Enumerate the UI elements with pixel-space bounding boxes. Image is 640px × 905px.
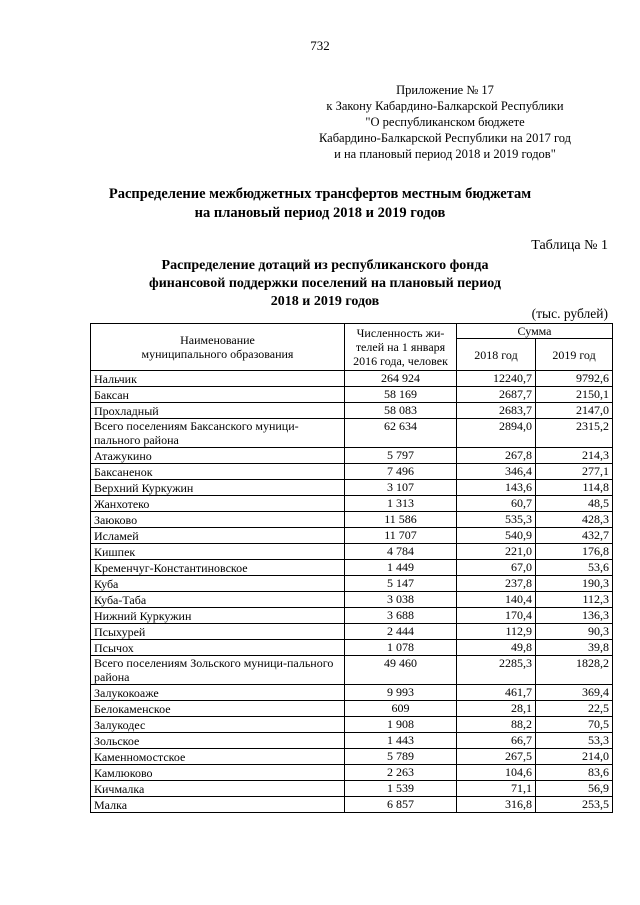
cell-population: 2 263 xyxy=(345,765,457,781)
cell-name: Залукодес xyxy=(91,717,345,733)
units-note: (тыс. рублей) xyxy=(531,306,608,321)
cell-name: Баксаненок xyxy=(91,464,345,480)
cell-name: Камлюково xyxy=(91,765,345,781)
cell-population: 5 797 xyxy=(345,448,457,464)
cell-population: 1 539 xyxy=(345,781,457,797)
cell-name: Зольское xyxy=(91,733,345,749)
appendix-line: Приложение № 17 xyxy=(396,83,494,97)
cell-2018: 104,6 xyxy=(457,765,536,781)
header-population: Численность жи-телей на 1 января 2016 года, человек xyxy=(345,324,457,371)
cell-2019: 39,8 xyxy=(536,640,613,656)
cell-2019: 432,7 xyxy=(536,528,613,544)
cell-population: 62 634 xyxy=(345,419,457,448)
header-2019: 2019 год xyxy=(536,339,613,371)
cell-2019: 277,1 xyxy=(536,464,613,480)
cell-population: 264 924 xyxy=(345,371,457,387)
cell-2018: 221,0 xyxy=(457,544,536,560)
cell-2019: 2315,2 xyxy=(536,419,613,448)
cell-population: 3 688 xyxy=(345,608,457,624)
cell-2018: 140,4 xyxy=(457,592,536,608)
cell-population: 6 857 xyxy=(345,797,457,813)
document-title xyxy=(60,185,580,223)
cell-2018: 2894,0 xyxy=(457,419,536,448)
cell-population: 11 707 xyxy=(345,528,457,544)
table-row xyxy=(91,371,613,387)
cell-2018: 143,6 xyxy=(457,480,536,496)
cell-population: 1 443 xyxy=(345,733,457,749)
appendix-line: и на плановый период 2018 и 2019 годов" xyxy=(334,147,556,161)
cell-2018: 28,1 xyxy=(457,701,536,717)
page-number: 732 xyxy=(310,38,330,53)
table-row xyxy=(91,496,613,512)
cell-2018: 2687,7 xyxy=(457,387,536,403)
cell-population: 58 169 xyxy=(345,387,457,403)
header-sum: Сумма xyxy=(457,324,613,339)
header-name-line: муниципального образования xyxy=(141,347,294,361)
appendix-line: к Закону Кабардино-Балкарской Республики xyxy=(326,99,564,113)
cell-2019: 90,3 xyxy=(536,624,613,640)
table-row xyxy=(91,765,613,781)
cell-2018: 67,0 xyxy=(457,560,536,576)
cell-2019: 112,3 xyxy=(536,592,613,608)
cell-name: Всего поселениям Зольского муници-пального района xyxy=(91,656,345,685)
cell-2019: 136,3 xyxy=(536,608,613,624)
cell-population: 4 784 xyxy=(345,544,457,560)
cell-2019: 176,8 xyxy=(536,544,613,560)
cell-2018: 170,4 xyxy=(457,608,536,624)
table-row xyxy=(91,576,613,592)
cell-name: Каменномостское xyxy=(91,749,345,765)
cell-2019: 2147,0 xyxy=(536,403,613,419)
cell-2019: 53,3 xyxy=(536,733,613,749)
cell-2018: 316,8 xyxy=(457,797,536,813)
table-row xyxy=(91,733,613,749)
cell-name: Заюково xyxy=(91,512,345,528)
table-row xyxy=(91,624,613,640)
cell-population: 7 496 xyxy=(345,464,457,480)
cell-2019: 428,3 xyxy=(536,512,613,528)
cell-name: Кичмалка xyxy=(91,781,345,797)
table-row xyxy=(91,608,613,624)
cell-population: 2 444 xyxy=(345,624,457,640)
cell-population: 58 083 xyxy=(345,403,457,419)
table-row xyxy=(91,419,613,448)
cell-2018: 88,2 xyxy=(457,717,536,733)
header-2018: 2018 год xyxy=(457,339,536,371)
appendix-note xyxy=(280,82,610,162)
cell-population: 9 993 xyxy=(345,685,457,701)
cell-population: 1 908 xyxy=(345,717,457,733)
subtitle-line: Распределение дотаций из республиканского фонда xyxy=(161,258,489,273)
subtitle-line: 2018 и 2019 годов xyxy=(270,294,380,309)
table-row xyxy=(91,448,613,464)
table-row xyxy=(91,403,613,419)
cell-population: 49 460 xyxy=(345,656,457,685)
cell-population: 3 107 xyxy=(345,480,457,496)
cell-2019: 190,3 xyxy=(536,576,613,592)
subtitle-line: финансовой поддержки поселений на плановый период xyxy=(149,276,501,291)
table-body xyxy=(91,371,613,813)
cell-2019: 9792,6 xyxy=(536,371,613,387)
table-row xyxy=(91,480,613,496)
cell-population: 1 313 xyxy=(345,496,457,512)
cell-name: Всего поселениям Баксанского муници-пального района xyxy=(91,419,345,448)
table-row xyxy=(91,387,613,403)
cell-2019: 56,9 xyxy=(536,781,613,797)
cell-2018: 66,7 xyxy=(457,733,536,749)
title-line: Распределение межбюджетных трансфертов местным бюджетам xyxy=(108,186,532,202)
table-row xyxy=(91,749,613,765)
title-line: на плановый период 2018 и 2019 годов xyxy=(194,205,446,221)
table-row xyxy=(91,640,613,656)
cell-name: Малка xyxy=(91,797,345,813)
cell-2018: 461,7 xyxy=(457,685,536,701)
cell-2018: 540,9 xyxy=(457,528,536,544)
cell-name: Атажукино xyxy=(91,448,345,464)
cell-name: Залукокоаже xyxy=(91,685,345,701)
table-row xyxy=(91,544,613,560)
cell-2019: 214,3 xyxy=(536,448,613,464)
appendix-line: Кабардино-Балкарской Республики на 2017 год xyxy=(318,131,572,145)
cell-2018: 60,7 xyxy=(457,496,536,512)
cell-population: 3 038 xyxy=(345,592,457,608)
cell-2019: 48,5 xyxy=(536,496,613,512)
table-row xyxy=(91,528,613,544)
cell-2018: 12240,7 xyxy=(457,371,536,387)
cell-2018: 267,8 xyxy=(457,448,536,464)
cell-population: 609 xyxy=(345,701,457,717)
cell-name: Кишпек xyxy=(91,544,345,560)
cell-2019: 2150,1 xyxy=(536,387,613,403)
cell-2018: 2683,7 xyxy=(457,403,536,419)
cell-2018: 71,1 xyxy=(457,781,536,797)
appendix-line: "О республиканском бюджете xyxy=(365,115,525,129)
cell-2018: 112,9 xyxy=(457,624,536,640)
cell-2018: 237,8 xyxy=(457,576,536,592)
cell-name: Исламей xyxy=(91,528,345,544)
cell-2019: 53,6 xyxy=(536,560,613,576)
cell-2018: 2285,3 xyxy=(457,656,536,685)
cell-name: Жанхотеко xyxy=(91,496,345,512)
table-row xyxy=(91,797,613,813)
cell-name: Белокаменское xyxy=(91,701,345,717)
cell-name: Нижний Куркужин xyxy=(91,608,345,624)
cell-population: 1 449 xyxy=(345,560,457,576)
cell-population: 11 586 xyxy=(345,512,457,528)
table-row xyxy=(91,592,613,608)
cell-name: Прохладный xyxy=(91,403,345,419)
cell-population: 1 078 xyxy=(345,640,457,656)
table-row xyxy=(91,512,613,528)
cell-2018: 535,3 xyxy=(457,512,536,528)
cell-name: Кременчуг-Константиновское xyxy=(91,560,345,576)
table-title xyxy=(130,257,520,311)
cell-name: Псычох xyxy=(91,640,345,656)
cell-2019: 114,8 xyxy=(536,480,613,496)
table-row xyxy=(91,560,613,576)
header-name xyxy=(91,324,345,371)
table-row xyxy=(91,656,613,685)
table-row xyxy=(91,701,613,717)
cell-2019: 22,5 xyxy=(536,701,613,717)
table-row xyxy=(91,464,613,480)
cell-2019: 1828,2 xyxy=(536,656,613,685)
cell-name: Куба-Таба xyxy=(91,592,345,608)
cell-2019: 253,5 xyxy=(536,797,613,813)
cell-2018: 49,8 xyxy=(457,640,536,656)
table-label: Таблица № 1 xyxy=(531,238,608,253)
cell-name: Нальчик xyxy=(91,371,345,387)
table-row xyxy=(91,717,613,733)
table-row xyxy=(91,685,613,701)
cell-2019: 83,6 xyxy=(536,765,613,781)
cell-2019: 214,0 xyxy=(536,749,613,765)
cell-2018: 346,4 xyxy=(457,464,536,480)
cell-name: Куба xyxy=(91,576,345,592)
cell-population: 5 789 xyxy=(345,749,457,765)
table-row xyxy=(91,781,613,797)
header-name-line: Наименование xyxy=(180,333,255,347)
cell-2018: 267,5 xyxy=(457,749,536,765)
cell-name: Баксан xyxy=(91,387,345,403)
cell-2019: 70,5 xyxy=(536,717,613,733)
subsidy-table xyxy=(90,323,613,813)
cell-population: 5 147 xyxy=(345,576,457,592)
cell-2019: 369,4 xyxy=(536,685,613,701)
cell-name: Псыхурей xyxy=(91,624,345,640)
cell-name: Верхний Куркужин xyxy=(91,480,345,496)
